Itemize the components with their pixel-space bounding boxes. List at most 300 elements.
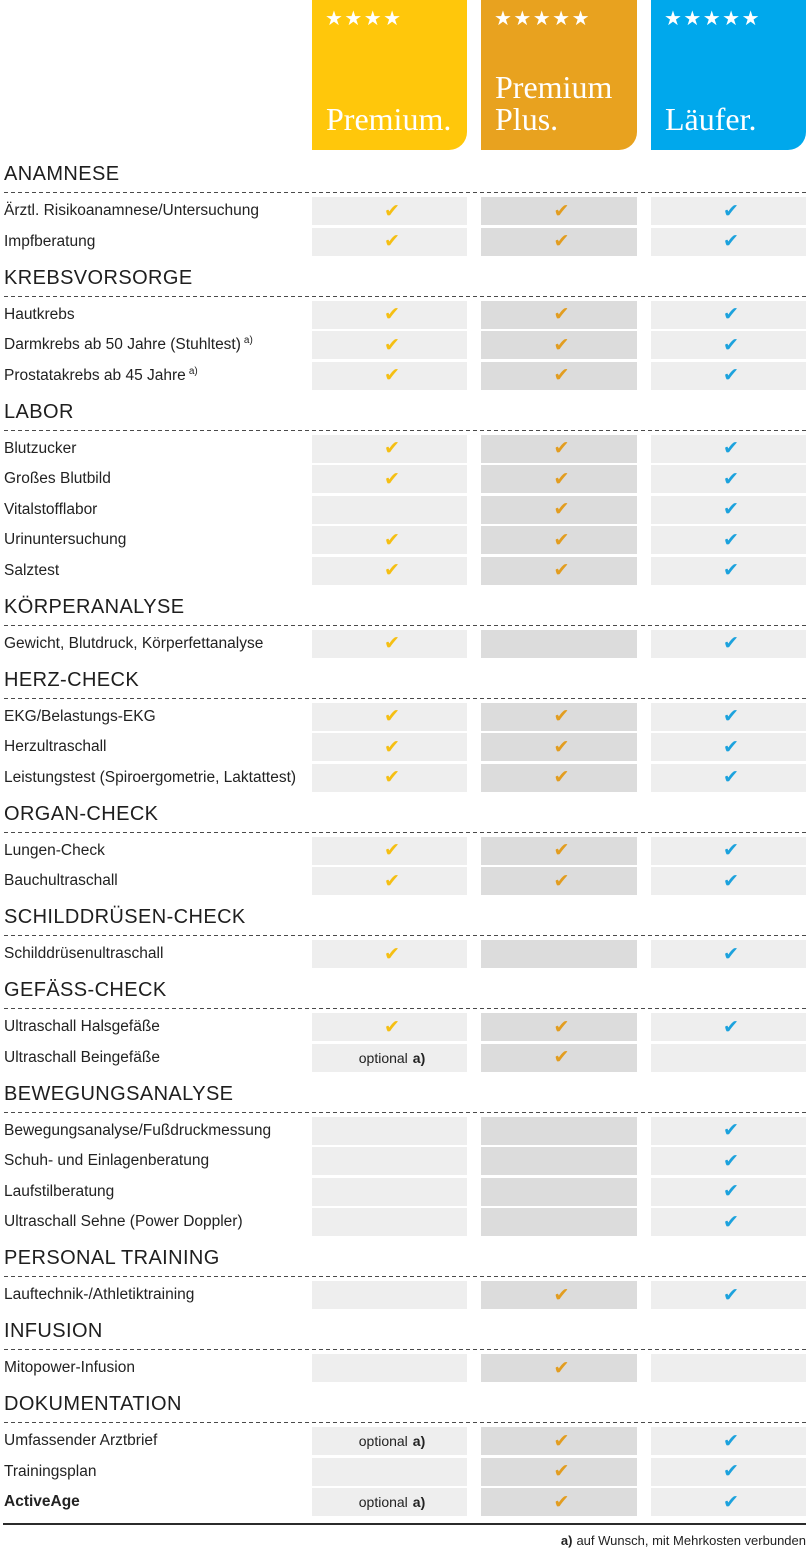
feature-label	[4, 228, 95, 256]
feature-row-activeage	[0, 1488, 810, 1516]
feature-row-mitopower-infusion	[0, 1354, 810, 1382]
star-icon: ★	[552, 6, 571, 30]
feature-row-leistungstest-spiroergometrie-laktattest	[0, 764, 810, 792]
check-icon: ✔	[723, 333, 739, 356]
feature-row-lauftechnik-athletiktraining	[0, 1281, 810, 1309]
feature-label-text: Großes Blutbild	[4, 470, 111, 487]
premium-plus-cell	[481, 228, 637, 256]
optional-note	[359, 1427, 426, 1455]
plan-laeufer	[651, 0, 806, 150]
section-gefaess-check	[0, 971, 810, 1072]
optional-text: optional	[358, 1049, 408, 1066]
premium-cell	[312, 1208, 467, 1236]
feature-row-ekg-belastungs-ekg	[0, 703, 810, 731]
premium-cell	[312, 940, 467, 968]
laeufer-cell	[651, 1354, 806, 1382]
check-icon: ✔	[723, 1015, 739, 1038]
check-icon: ✔	[723, 839, 739, 861]
feature-row-laufstilberatung	[0, 1178, 810, 1206]
section-anamnese	[0, 155, 810, 256]
plan-premium-plus	[481, 0, 637, 150]
check-icon: ✔	[384, 230, 400, 252]
check-icon: ✔	[553, 528, 570, 551]
premium-cell	[312, 301, 467, 329]
premium-plus-cell	[481, 837, 637, 865]
check-icon: ✔	[553, 1015, 570, 1038]
section-title: GEFÄSS-CHECK	[4, 979, 167, 1001]
premium-plus-cell	[481, 1147, 637, 1175]
plan-title-line: Premium.	[326, 101, 452, 137]
check-icon: ✔	[723, 364, 739, 386]
section-title: KÖRPERANALYSE	[4, 595, 185, 618]
check-icon: ✔	[384, 735, 400, 758]
check-icon: ✔	[384, 333, 400, 356]
laeufer-cell	[651, 867, 806, 895]
laeufer-cell	[651, 1117, 806, 1145]
check-icon: ✔	[723, 303, 739, 325]
premium-cell	[312, 1427, 467, 1455]
section-infusion	[0, 1312, 810, 1383]
section-title: DOKUMENTATION	[4, 1393, 182, 1415]
premium-plus-cell	[481, 1178, 637, 1206]
optional-note	[359, 1044, 426, 1072]
check-icon: ✔	[723, 1283, 739, 1306]
premium-cell	[312, 557, 467, 585]
premium-plus-cell	[481, 526, 637, 554]
section-title: ORGAN-CHECK	[4, 802, 159, 825]
check-icon: ✔	[723, 199, 739, 222]
check-icon: ✔	[723, 467, 739, 490]
feature-label	[4, 496, 97, 524]
laeufer-cell	[651, 703, 806, 731]
feature-row-schuh-und-einlagenberatung	[0, 1147, 810, 1175]
laeufer-cell	[651, 465, 806, 493]
section-rows	[0, 297, 810, 390]
check-icon: ✔	[553, 437, 570, 459]
premium-plus-cell	[481, 301, 637, 329]
feature-label	[4, 1427, 157, 1455]
check-icon: ✔	[553, 1046, 570, 1068]
check-icon: ✔	[553, 1460, 570, 1482]
check-icon: ✔	[553, 1490, 570, 1513]
premium-plus-cell	[481, 703, 637, 731]
star-icon: ★	[571, 6, 590, 30]
premium-cell	[312, 496, 467, 524]
feature-label-text: Ultraschall Halsgefäße	[4, 1018, 160, 1035]
feature-row-ultraschall-sehne-power-doppler	[0, 1208, 810, 1236]
feature-label	[4, 197, 259, 225]
section-rows	[0, 699, 810, 792]
feature-label	[4, 764, 296, 792]
feature-label-text: Bewegungsanalyse/Fußdruckmessung	[4, 1121, 272, 1139]
laeufer-cell	[651, 1013, 806, 1041]
feature-row-salztest	[0, 557, 810, 585]
feature-label	[4, 837, 105, 865]
laeufer-cell	[651, 764, 806, 792]
section-rows	[0, 431, 810, 585]
feature-label-text: Herzultraschall	[4, 738, 107, 755]
premium-cell	[312, 435, 467, 463]
laeufer-cell	[651, 1281, 806, 1309]
premium-cell	[312, 1147, 467, 1175]
check-icon: ✔	[723, 498, 739, 520]
feature-row-ultraschall-halsgefaesse	[0, 1013, 810, 1041]
feature-label	[4, 557, 59, 585]
feature-label	[4, 362, 198, 390]
star-icon: ★	[344, 6, 363, 30]
feature-label-text: ActiveAge	[4, 1493, 80, 1510]
section-rows	[0, 1113, 810, 1237]
feature-label	[4, 630, 263, 658]
feature-label-text: Ultraschall Sehne (Power Doppler)	[4, 1213, 243, 1230]
check-icon: ✔	[553, 1356, 570, 1379]
check-icon: ✔	[384, 839, 400, 861]
feature-label	[4, 1013, 160, 1041]
plan-header	[0, 0, 810, 155]
feature-label	[4, 1178, 114, 1206]
footnote	[0, 1532, 810, 1550]
feature-label	[4, 1147, 209, 1175]
section-title: LABOR	[4, 400, 74, 423]
premium-plus-cell	[481, 1208, 637, 1236]
feature-row-vitalstofflabor	[0, 496, 810, 524]
laeufer-cell	[651, 496, 806, 524]
premium-cell	[312, 1281, 467, 1309]
feature-row-trainingsplan	[0, 1458, 810, 1486]
feature-label-text: Leistungstest (Spiroergometrie, Laktattest)	[4, 768, 297, 786]
section-title: INFUSION	[4, 1320, 103, 1342]
check-icon: ✔	[384, 869, 400, 892]
star-icon: ★	[325, 6, 343, 30]
feature-label-text: Lungen-Check	[4, 841, 105, 859]
section-rows	[0, 626, 810, 658]
laeufer-cell	[651, 435, 806, 463]
premium-plus-cell	[481, 1117, 637, 1145]
premium-cell	[312, 465, 467, 493]
feature-row-schilddruesenultraschall	[0, 940, 810, 968]
laeufer-cell	[651, 837, 806, 865]
premium-plus-cell	[481, 435, 637, 463]
optional-text: optional	[358, 1494, 408, 1510]
premium-plus-cell	[481, 1044, 637, 1072]
laeufer-cell	[651, 526, 806, 554]
check-icon: ✔	[384, 942, 400, 965]
feature-label-text: Prostatakrebs ab 45 Jahre	[4, 366, 186, 384]
check-icon: ✔	[723, 766, 739, 788]
section-herz-check	[0, 660, 810, 792]
feature-label-text: Urinuntersuchung	[4, 531, 127, 548]
plan-title-line: Läufer.	[665, 101, 757, 137]
feature-row-herzultraschall	[0, 733, 810, 761]
check-icon: ✔	[553, 364, 570, 386]
check-icon: ✔	[553, 766, 570, 788]
premium-plus-cell	[481, 362, 637, 390]
check-icon: ✔	[384, 766, 400, 788]
star-icon: ★	[383, 6, 402, 30]
premium-cell	[312, 1044, 467, 1072]
plan-laeufer-title	[665, 103, 757, 135]
feature-label-text: Gewicht, Blutdruck, Körperfettanalyse	[4, 634, 264, 652]
feature-row-ultraschall-beingefaesse	[0, 1044, 810, 1072]
premium-cell	[312, 1117, 467, 1145]
check-icon: ✔	[553, 869, 570, 892]
premium-cell	[312, 1458, 467, 1486]
check-icon: ✔	[723, 1460, 739, 1482]
premium-plus-cell	[481, 465, 637, 493]
check-icon: ✔	[384, 632, 400, 654]
feature-row-aerztl-risikoanamnese-untersuchung	[0, 197, 810, 225]
star-icon: ★	[532, 6, 551, 30]
section-title: HERZ-CHECK	[4, 668, 140, 691]
optional-text: optional	[358, 1433, 408, 1449]
check-icon: ✔	[384, 528, 400, 551]
section-title: ANAMNESE	[4, 163, 120, 185]
plan-title-line: Plus.	[495, 101, 559, 137]
laeufer-cell	[651, 1044, 806, 1072]
feature-label	[4, 1208, 243, 1236]
check-icon: ✔	[553, 559, 570, 581]
check-icon: ✔	[723, 1180, 739, 1202]
check-icon: ✔	[384, 559, 400, 581]
feature-label-text: Schilddrüsenultraschall	[4, 945, 164, 962]
check-icon: ✔	[384, 364, 400, 386]
section-dokumentation	[0, 1385, 810, 1517]
premium-cell	[312, 1488, 467, 1516]
check-icon: ✔	[553, 303, 570, 325]
laeufer-cell	[651, 1178, 806, 1206]
check-icon: ✔	[723, 1429, 739, 1452]
laeufer-cell	[651, 1208, 806, 1236]
check-icon: ✔	[553, 735, 570, 758]
section-schilddruesen-check	[0, 898, 810, 969]
premium-cell	[312, 197, 467, 225]
feature-row-gewicht-blutdruck-koerperfettanalyse	[0, 630, 810, 658]
check-icon: ✔	[723, 528, 739, 551]
check-icon: ✔	[553, 1283, 570, 1306]
optional-footnote-reference: a)	[412, 1494, 426, 1510]
bottom-rule	[3, 1523, 806, 1525]
plan-premium-title	[326, 103, 451, 135]
feature-label	[4, 1044, 160, 1072]
section-title: BEWEGUNGSANALYSE	[4, 1082, 234, 1105]
feature-label	[4, 940, 163, 968]
premium-plus-cell	[481, 496, 637, 524]
premium-plus-cell	[481, 1281, 637, 1309]
plan-premium	[312, 0, 467, 150]
premium-cell	[312, 526, 467, 554]
section-rows	[0, 193, 810, 256]
premium-plus-cell	[481, 197, 637, 225]
feature-label	[4, 1117, 271, 1145]
section-rows	[0, 936, 810, 968]
feature-row-bewegungsanalyse-fussdruckmessung	[0, 1117, 810, 1145]
check-icon: ✔	[384, 437, 400, 459]
check-icon: ✔	[723, 230, 739, 252]
feature-label-text: Darmkrebs ab 50 Jahre (Stuhltest)	[4, 336, 241, 353]
feature-label-text: Mitopower-Infusion	[4, 1359, 135, 1376]
check-icon: ✔	[553, 705, 570, 727]
laeufer-cell	[651, 228, 806, 256]
star-icon: ★	[683, 6, 702, 30]
premium-plus-cell	[481, 630, 637, 658]
premium-plus-cell	[481, 1354, 637, 1382]
laeufer-cell	[651, 1488, 806, 1516]
feature-label-text: Bauchultraschall	[4, 872, 118, 889]
laeufer-cell	[651, 940, 806, 968]
premium-plus-cell	[481, 940, 637, 968]
check-icon: ✔	[553, 230, 570, 252]
optional-footnote-reference: a)	[412, 1433, 426, 1449]
premium-cell	[312, 228, 467, 256]
laeufer-cell	[651, 557, 806, 585]
section-rows	[0, 1277, 810, 1309]
feature-label-text: Lauftechnik-/Athletiktraining	[4, 1286, 195, 1303]
check-icon: ✔	[723, 735, 739, 758]
feature-row-impfberatung	[0, 228, 810, 256]
premium-cell	[312, 362, 467, 390]
laeufer-cell	[651, 1427, 806, 1455]
premium-cell	[312, 630, 467, 658]
section-labor	[0, 392, 810, 585]
premium-cell	[312, 1013, 467, 1041]
premium-cell	[312, 867, 467, 895]
section-rows	[0, 1423, 810, 1516]
footnote-reference: a)	[188, 365, 198, 377]
feature-label	[4, 435, 76, 463]
star-icon: ★	[702, 6, 721, 30]
laeufer-cell	[651, 301, 806, 329]
check-icon: ✔	[553, 839, 570, 861]
check-icon: ✔	[553, 199, 570, 222]
section-organ-check	[0, 794, 810, 895]
check-icon: ✔	[384, 467, 400, 490]
star-icon: ★	[513, 6, 532, 30]
laeufer-cell	[651, 331, 806, 359]
feature-label	[4, 1281, 194, 1309]
footnote-text: auf Wunsch, mit Mehrkosten verbunden	[576, 1533, 806, 1548]
section-koerperanalyse	[0, 587, 810, 658]
feature-row-prostatakrebs-ab-45-jahre	[0, 362, 810, 390]
premium-plus-cell	[481, 764, 637, 792]
optional-note	[359, 1488, 426, 1516]
premium-cell	[312, 331, 467, 359]
section-title: SCHILDDRÜSEN-CHECK	[4, 906, 246, 928]
star-icon: ★	[722, 6, 741, 30]
feature-row-lungen-check	[0, 837, 810, 865]
plan-title-line: Premium	[495, 69, 613, 105]
feature-row-grosses-blutbild	[0, 465, 810, 493]
feature-label-text: Vitalstofflabor	[4, 500, 98, 518]
check-icon: ✔	[723, 1490, 739, 1513]
section-rows	[0, 1009, 810, 1072]
feature-comparison-table	[0, 155, 810, 1519]
laeufer-cell	[651, 197, 806, 225]
premium-cell	[312, 764, 467, 792]
premium-cell	[312, 733, 467, 761]
plan-laeufer-rating	[664, 7, 761, 29]
check-icon: ✔	[723, 1119, 739, 1141]
check-icon: ✔	[553, 467, 570, 490]
check-icon: ✔	[553, 333, 570, 356]
star-icon: ★	[363, 6, 382, 30]
footnote-marker: a)	[560, 1533, 573, 1548]
feature-label	[4, 301, 75, 329]
check-icon: ✔	[723, 1210, 739, 1233]
feature-label	[4, 1488, 80, 1516]
check-icon: ✔	[723, 942, 739, 965]
premium-cell	[312, 837, 467, 865]
feature-label-text: EKG/Belastungs-EKG	[4, 707, 156, 725]
feature-label-text: Hautkrebs	[4, 305, 75, 323]
star-icon: ★	[494, 6, 512, 30]
section-title: KREBSVORSORGE	[4, 266, 193, 289]
feature-row-bauchultraschall	[0, 867, 810, 895]
premium-cell	[312, 1354, 467, 1382]
star-icon: ★	[741, 6, 760, 30]
section-personal-training	[0, 1239, 810, 1310]
feature-label	[4, 1458, 96, 1486]
check-icon: ✔	[384, 303, 400, 325]
plan-premium-plus-rating	[494, 7, 591, 29]
laeufer-cell	[651, 1147, 806, 1175]
check-icon: ✔	[723, 559, 739, 581]
feature-label-text: Umfassender Arztbrief	[4, 1432, 158, 1449]
feature-label	[4, 703, 156, 731]
section-bewegungsanalyse	[0, 1074, 810, 1236]
plan-premium-rating	[325, 7, 403, 29]
section-rows	[0, 833, 810, 896]
feature-label	[4, 867, 118, 895]
check-icon: ✔	[384, 705, 400, 727]
feature-row-umfassender-arztbrief	[0, 1427, 810, 1455]
laeufer-cell	[651, 630, 806, 658]
section-title: PERSONAL TRAINING	[4, 1247, 220, 1269]
feature-row-blutzucker	[0, 435, 810, 463]
feature-label-text: Ärztl. Risikoanamnese/Untersuchung	[4, 202, 260, 219]
feature-row-urinuntersuchung	[0, 526, 810, 554]
feature-label-text: Ultraschall Beingefäße	[4, 1048, 160, 1066]
feature-label-text: Schuh- und Einlagenberatung	[4, 1152, 210, 1169]
check-icon: ✔	[553, 498, 570, 520]
premium-plus-cell	[481, 867, 637, 895]
feature-label	[4, 465, 111, 493]
premium-plus-cell	[481, 557, 637, 585]
check-icon: ✔	[723, 632, 739, 654]
feature-label	[4, 526, 126, 554]
check-icon: ✔	[553, 1429, 570, 1452]
feature-label	[4, 1354, 135, 1382]
laeufer-cell	[651, 362, 806, 390]
check-icon: ✔	[384, 199, 400, 222]
feature-label-text: Laufstilberatung	[4, 1182, 115, 1200]
optional-footnote-reference: a)	[412, 1049, 426, 1066]
check-icon: ✔	[723, 705, 739, 727]
premium-plus-cell	[481, 1427, 637, 1455]
laeufer-cell	[651, 1458, 806, 1486]
plan-premium-plus-title	[495, 71, 612, 135]
feature-label-text: Impfberatung	[4, 232, 96, 250]
check-icon: ✔	[384, 1015, 400, 1038]
feature-label-text: Trainingsplan	[4, 1462, 97, 1480]
section-krebsvorsorge	[0, 258, 810, 390]
star-icon: ★	[664, 6, 682, 30]
feature-label-text: Blutzucker	[4, 439, 77, 457]
check-icon: ✔	[723, 437, 739, 459]
feature-row-darmkrebs-ab-50-jahre-stuhltest	[0, 331, 810, 359]
premium-plus-cell	[481, 1458, 637, 1486]
premium-cell	[312, 703, 467, 731]
feature-label	[4, 733, 107, 761]
